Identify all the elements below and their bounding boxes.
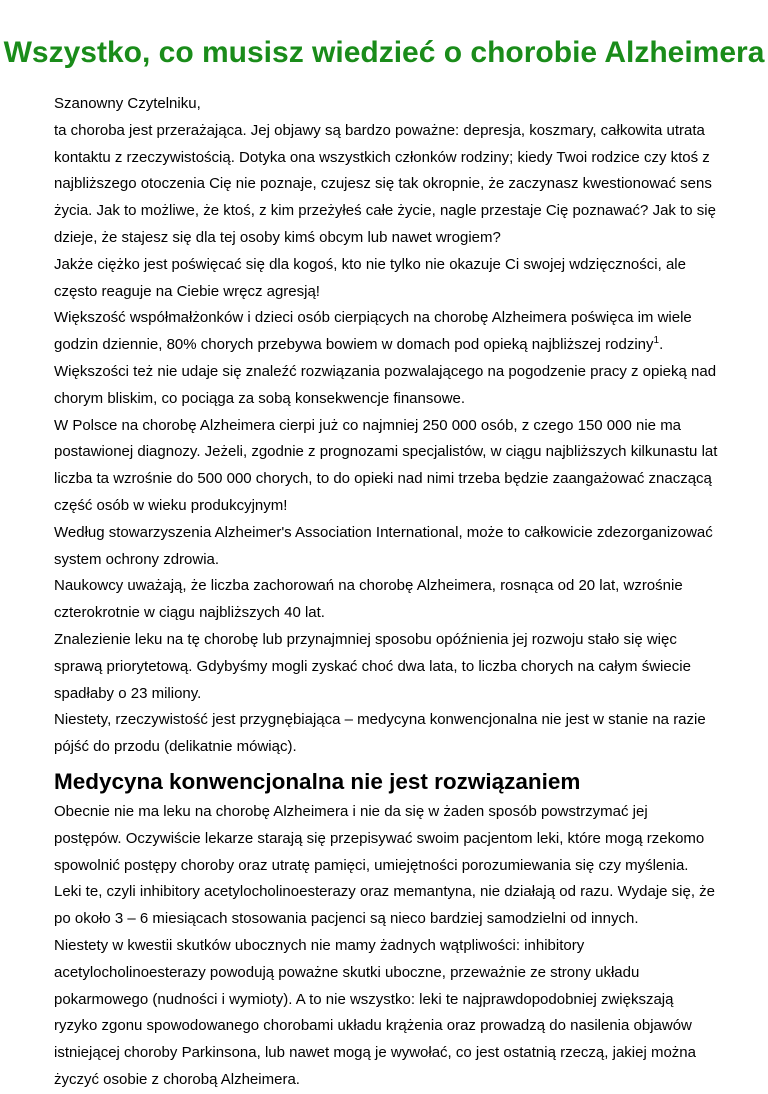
paragraph: Znalezienie leku na tę chorobę lub przynajmniej sposobu opóźnienia jej rozwoju stało się więc sprawą priorytetową. Gdybyśmy mogli zyskać choć dwa lata, to liczba chorych na całym świecie spadłaby o 23 miliony.	[54, 630, 691, 702]
section-heading: Medycyna konwencjonalna nie jest rozwiązaniem	[54, 768, 581, 794]
paragraph: ta choroba jest przerażająca. Jej objawy są bardzo poważne: depresja, koszmary, całkowita utrata kontaktu z rzeczywistością. Dotyka ona wszystkich członków rodziny; kiedy Twoi rodzice czy ktoś z najbliższego otoczenia Cię nie poznaje, czujesz się tak okropnie, że zaczynasz kwestionować sens życia. Jak to możliwe, że ktoś, z kim przeżyłeś całe życie, nagle przestaje Cię poznawać? Jak to się dzieje, że stajesz się dla tej osoby kimś obcym lub nawet wrogiem?	[54, 121, 716, 246]
paragraph: Niestety, rzeczywistość jest przygnębiająca – medycyna konwencjonalna nie jest w stanie na razie pójść do przodu (delikatnie mówiąc).	[54, 711, 706, 756]
paragraph: Według stowarzyszenia Alzheimer's Association International, może to całkowicie zdezorganizować system ochrony zdrowia.	[54, 523, 713, 568]
paragraph: Większości też nie udaje się znaleźć rozwiązania pozwalającego na pogodzenie pracy z opieką nad chorym bliskim, co pociąga za sobą konsekwencje finansowe.	[54, 362, 717, 407]
paragraph: Naukowcy uważają, że liczba zachorowań na chorobę Alzheimera, rosnąca od 20 lat, wzrośnie czterokrotnie w ciągu najbliższych 40 lat.	[54, 577, 683, 622]
paragraph: W Polsce na chorobę Alzheimera cierpi już co najmniej 250 000 osób, z czego 150 000 nie ma postawionej diagnozy. Jeżeli, zgodnie z prognozami specjalistów, w ciągu najbliższych kilkunastu lat liczba ta wzrośnie do 500 000 chorych, to do opieki nad nimi trzeba będzie zaangażować znaczącą część osób w wieku produkcyjnym!	[54, 416, 718, 514]
paragraph-end: .	[659, 336, 664, 354]
paragraph: Obecnie nie ma leku na chorobę Alzheimera i nie da się w żaden sposób powstrzymać jej postępów. Oczywiście lekarze starają się przepisywać swoim pacjentom leki, które mogą rzekomo spowolnić postępy choroby oraz utratę pamięci, umiejętności porozumiewania się czy myślenia. Leki te, czyli inhibitory acetylocholinoesterazy oraz memantyna, nie działają od razu. Wydaje się, że po około 3 – 6 miesiącach stosowania pacjenci są nieco bardziej samodzielni od innych.	[54, 802, 716, 928]
footnote-marker[interactable]: 1	[653, 335, 660, 347]
document-title: Wszystko, co musisz wiedzieć o chorobie Alzheimera	[3, 36, 765, 69]
paragraph-text: Większość współmałżonków i dzieci osób cierpiących na chorobę Alzheimera poświęca im wiele godzin dziennie, 80% chorych przebywa bowiem w domach pod opieką najbliższej rodziny	[54, 309, 692, 354]
paragraph: Jakże ciężko jest poświęcać się dla kogoś, kto nie tylko nie okazuje Ci swojej wdzięczności, ale często reaguje na Ciebie wręcz agresją!	[54, 255, 686, 300]
paragraph: Szanowny Czytelniku,	[54, 95, 201, 112]
paragraph-with-footnote	[54, 305, 718, 359]
paragraph: Niestety w kwestii skutków ubocznych nie mamy żadnych wątpliwości: inhibitory acetylocholinoesterazy powodują poważne skutki uboczne, przeważnie ze strony układu pokarmowego (nudności i wymioty). A to nie wszystko: leki te najprawdopodobniej zwiększają ryzyko zgonu spowodowanego chorobami układu krążenia oraz prowadzą do nasilenia objawów istniejącej choroby Parkinsona, lub nawet mogą je wywołać, co jest ostatnią rzeczą, jakiej można życzyć osobie z chorobą Alzheimera.	[54, 936, 696, 1088]
